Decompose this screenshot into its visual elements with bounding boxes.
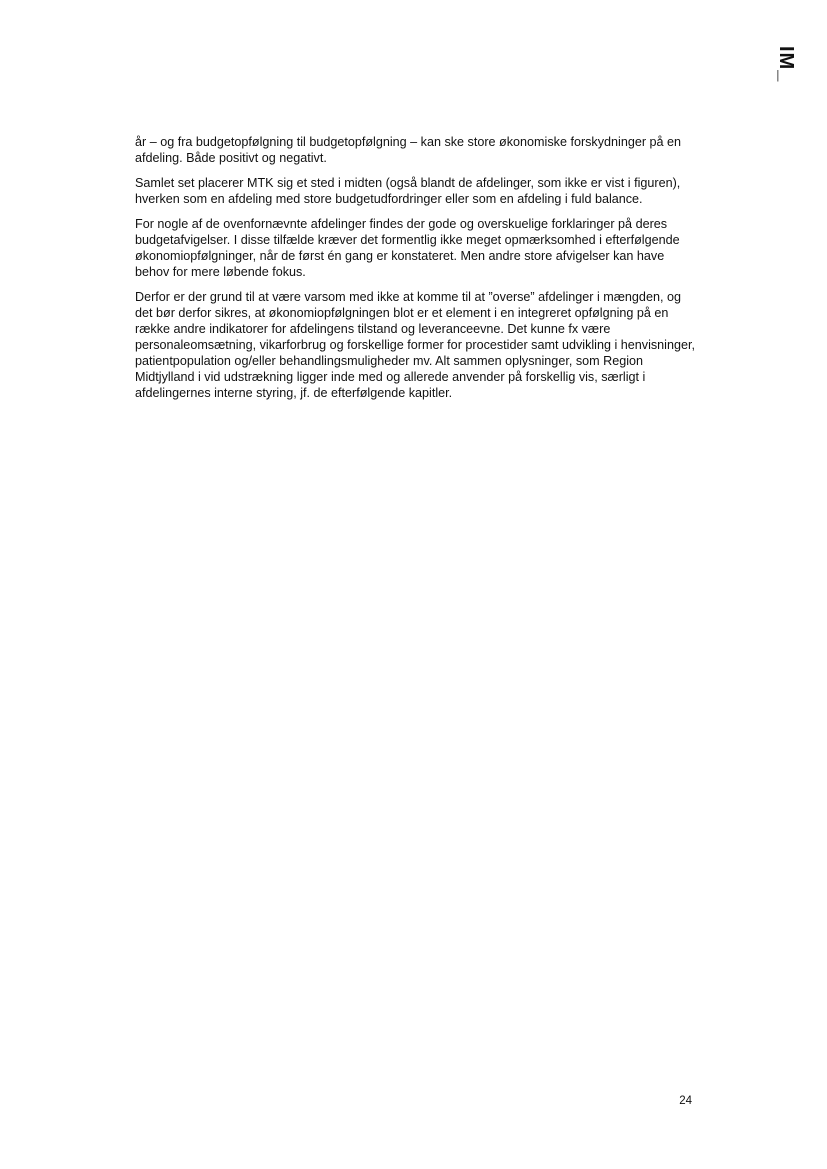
paragraph-3: For nogle af de ovenfornævnte afdelinger findes der gode og overskuelige forklaringer på deres budgetafvigelser. I disse tilfælde kræver det formentlig ikke meget opmærksomhed i efterfølgende økonomiopfølgninger, når de først én gang er konstateret. Men andre store afvigelser kan have behov for mere løbende fokus. [135,217,680,279]
logo-text: IM_ [775,46,797,83]
document-body [135,134,695,410]
paragraph-2: Samlet set placerer MTK sig et sted i midten (også blandt de afdelinger, som ikke er vist i figuren), hverken som en afdeling med store budgetudfordringer eller som en afdeling i fuld balance. [135,176,681,206]
paragraph-4: Derfor er der grund til at være varsom med ikke at komme til at ”overse” afdelinger i mængden, og det bør derfor sikres, at økonomiopfølgningen blot er et element i en integreret opfølgning på en række andre indikatorer for afdelingens tilstand og leveranceevne. Det kunne fx være personaleomsætning, vikarforbrug og forskellige former for procestider samt udvikling i henvisninger, patientpopulation og/eller behandlingsmuligheder mv. Alt sammen oplysninger, som Region Midtjylland i vid udstrækning ligger inde med og allerede anvender på forskellig vis, særligt i afdelingernes interne styring, jf. de efterfølgende kapitler. [135,290,695,400]
company-logo [772,46,796,86]
page-number: 24 [679,1095,692,1107]
paragraph-1: år – og fra budgetopfølgning til budgetopfølgning – kan ske store økonomiske forskydninger på en afdeling. Både positivt og negativt. [135,135,682,165]
